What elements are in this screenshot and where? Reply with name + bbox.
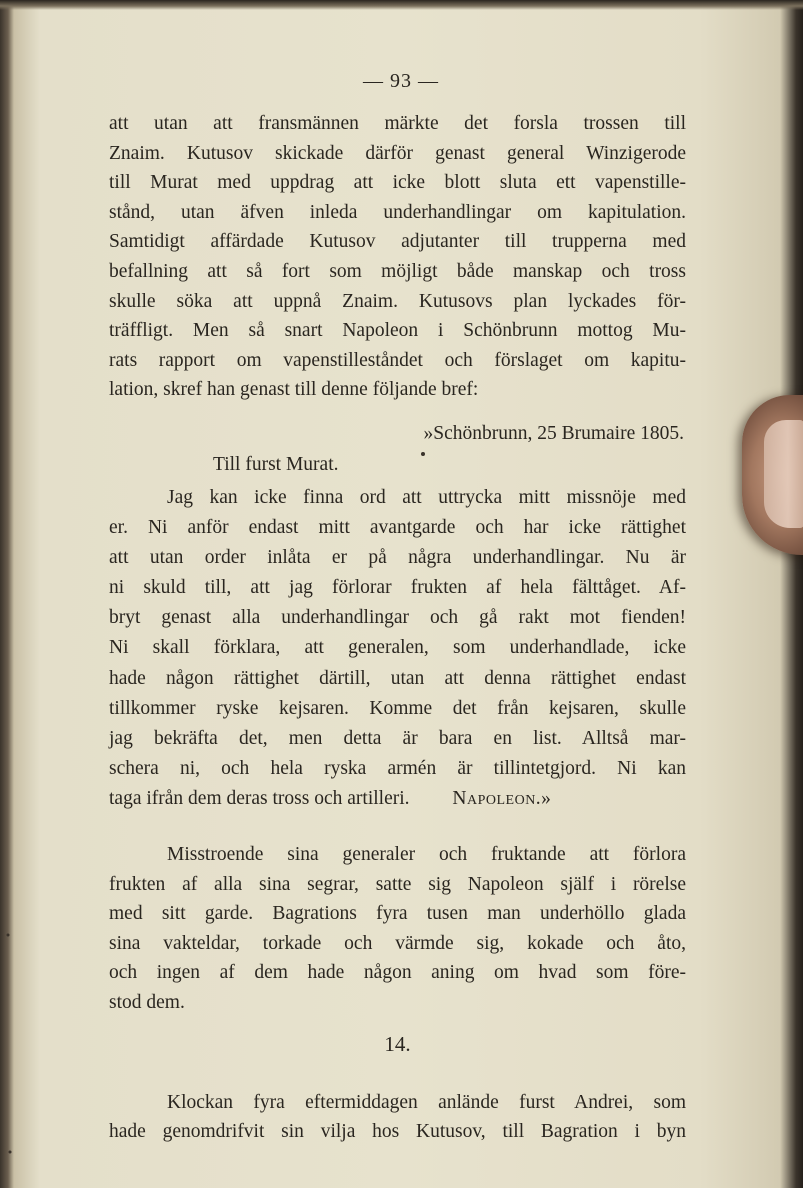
speck xyxy=(7,934,10,937)
paragraph-line: hade genomdrifvit sin vilja hos Kutusov, till Bagration i byn xyxy=(109,1121,686,1143)
letter-salutation: Till furst Murat. xyxy=(213,453,339,475)
chapter-number: 14. xyxy=(384,1031,411,1056)
paragraph-line: Misstroende sina generaler och fruktande att förlora xyxy=(167,843,686,865)
letter-line: hade någon rättighet därtill, utan att denna rättighet endast xyxy=(109,667,686,689)
text-line: skulle söka att uppnå Znaim. Kutusovs plan lyckades för- xyxy=(109,290,686,312)
text-line: stånd, utan äfven inleda underhandlingar om kapitulation. xyxy=(109,201,686,223)
speck xyxy=(421,452,425,456)
letter-dateline: »Schönbrunn, 25 Brumaire 1805. xyxy=(423,422,684,444)
paragraph-line: frukten af alla sina segrar, satte sig Napoleon själf i rörelse xyxy=(109,873,686,895)
letter-closing-text: taga ifrån dem deras tross och artilleri. xyxy=(109,787,410,809)
page-number: — 93 — xyxy=(363,70,439,92)
paragraph-line: och ingen af dem hade någon aning om hvad som före- xyxy=(109,962,686,984)
letter-line: er. Ni anför endast mitt avantgarde och har icke rättighet xyxy=(109,517,686,539)
letter-line: schera ni, och hela ryska armén är tillintetgjord. Ni kan xyxy=(109,757,686,779)
letter-line: Jag kan icke finna ord att uttrycka mitt missnöje med xyxy=(167,486,686,508)
text-line: till Murat med uppdrag att icke blott sluta ett vapenstille- xyxy=(109,172,686,194)
text-line: Samtidigt affärdade Kutusov adjutanter till trupperna med xyxy=(109,231,686,253)
letter-line: ni skuld till, att jag förlorar frukten af hela fälttåget. Af- xyxy=(109,577,686,599)
paragraph-line: sina vakteldar, torkade och värmde sig, kokade och åto, xyxy=(109,932,686,954)
text-line: träffligt. Men så snart Napoleon i Schönbrunn mottog Mu- xyxy=(109,320,686,342)
text-line: rats rapport om vapenstilleståndet och förslaget om kapitu- xyxy=(109,349,686,371)
speck xyxy=(9,1151,12,1154)
text-line: lation, skref han genast till denne följande bref: xyxy=(109,379,479,401)
letter-line: jag bekräfta det, men detta är bara en list. Alltså mar- xyxy=(109,727,686,749)
letter-line: att utan order inlåta er på några underhandlingar. Nu är xyxy=(109,547,686,569)
paragraph-line: Klockan fyra eftermiddagen anlände furst Andrei, som xyxy=(167,1091,686,1113)
letter-line: bryt genast alla underhandlingar och gå rakt mot fienden! xyxy=(109,607,686,629)
text-line: att utan att fransmännen märkte det forsla trossen till xyxy=(109,113,686,134)
text-line: befallning att så fort som möjligt både manskap och tross xyxy=(109,260,686,282)
letter-line: tillkommer ryske kejsaren. Komme det från kejsaren, skulle xyxy=(109,697,686,719)
paragraph-line: stod dem. xyxy=(109,991,185,1013)
letter-line: Ni skall förklara, att generalen, som underhandlade, icke xyxy=(109,637,686,659)
paragraph-line: med sitt garde. Bagrations fyra tusen man underhöllo glada xyxy=(109,903,686,925)
letter-signature: Napoleon.» xyxy=(452,787,552,809)
text-line: Znaim. Kutusov skickade därför genast general Winzigerode xyxy=(109,142,686,164)
